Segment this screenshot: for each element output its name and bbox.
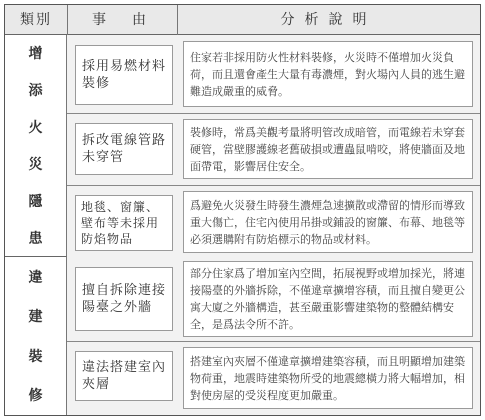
table-row-event bbox=[75, 123, 173, 175]
table-row-event bbox=[75, 351, 173, 401]
category-char: 災 bbox=[28, 156, 43, 173]
table-row-event bbox=[75, 195, 173, 251]
category-illegal-renovation bbox=[5, 257, 67, 415]
analysis-text: 搭建室內夾層不僅違章擴增建築容積，而且明顯增加建築物荷重，地震時建築物所受的地震總橫力將大幅增加，相對使房屋的受災程度更加嚴重。 bbox=[190, 354, 465, 402]
table-row-analysis bbox=[183, 41, 473, 107]
table-row-analysis bbox=[183, 347, 473, 409]
analysis-text: 裝修時，常爲美觀考量將明管改成暗管，而電線若未穿套硬管，當壁膠護線老舊破損或遭蟲鼠啃咬，將使牆面及地面帶電，影響居住安全。 bbox=[190, 125, 465, 173]
row-divider bbox=[67, 341, 480, 342]
category-char: 裝 bbox=[28, 348, 43, 365]
category-char: 建 bbox=[28, 309, 43, 326]
analysis-text: 部分住家爲了增加室內空間，拓展視野或增加採光，將連接陽臺的外牆拆除，不僅違章擴增容積，而且擅自變更公寓大廈之外牆構造，甚至嚴重影響建築物的整體結構安全，是爲法令所不許。 bbox=[190, 267, 465, 331]
table-row-analysis bbox=[183, 261, 473, 337]
event-text: 擅自拆除連接陽臺之外牆 bbox=[82, 283, 167, 315]
event-text: 地毯、窗簾、壁布等未採用防焰物品 bbox=[81, 200, 160, 246]
category-fire-hazard bbox=[5, 35, 67, 257]
row-divider bbox=[67, 185, 480, 186]
category-char: 隱 bbox=[28, 193, 43, 210]
category-char: 違 bbox=[28, 269, 43, 286]
event-text: 違法搭建室內夾層 bbox=[82, 360, 167, 392]
event-text: 採用易燃材料裝修 bbox=[82, 59, 167, 91]
category-char: 增 bbox=[28, 46, 43, 63]
comparison-table bbox=[4, 4, 481, 416]
table-row-analysis bbox=[183, 191, 473, 253]
header-event: 事 由 bbox=[67, 5, 178, 35]
analysis-text: 住家若非採用防火性材料裝修，火災時不僅增加火災負荷，而且還會產生大量有毒濃煙，對火場內人員的逃生避難造成嚴重的威脅。 bbox=[190, 50, 465, 98]
category-char: 火 bbox=[28, 120, 43, 137]
table-header bbox=[5, 5, 480, 35]
category-char: 患 bbox=[28, 230, 43, 247]
category-char: 添 bbox=[28, 83, 43, 100]
table-row-event bbox=[75, 267, 173, 331]
table-row-event bbox=[75, 45, 173, 105]
analysis-text: 爲避免火災發生時發生濃煙急速擴散或滯留的情形而導致重大傷亡，住宅內使用吊掛或鋪設的窗簾、布幕、地毯等必須選購附有防焰標示的物品或材料。 bbox=[190, 198, 465, 246]
row-divider bbox=[67, 113, 480, 114]
event-text: 拆改電線管路未穿管 bbox=[82, 133, 167, 165]
header-category: 類別 bbox=[5, 5, 68, 35]
category-char: 修 bbox=[28, 388, 43, 405]
header-analysis: 分析說明 bbox=[280, 12, 377, 28]
table-row-analysis bbox=[183, 119, 473, 179]
